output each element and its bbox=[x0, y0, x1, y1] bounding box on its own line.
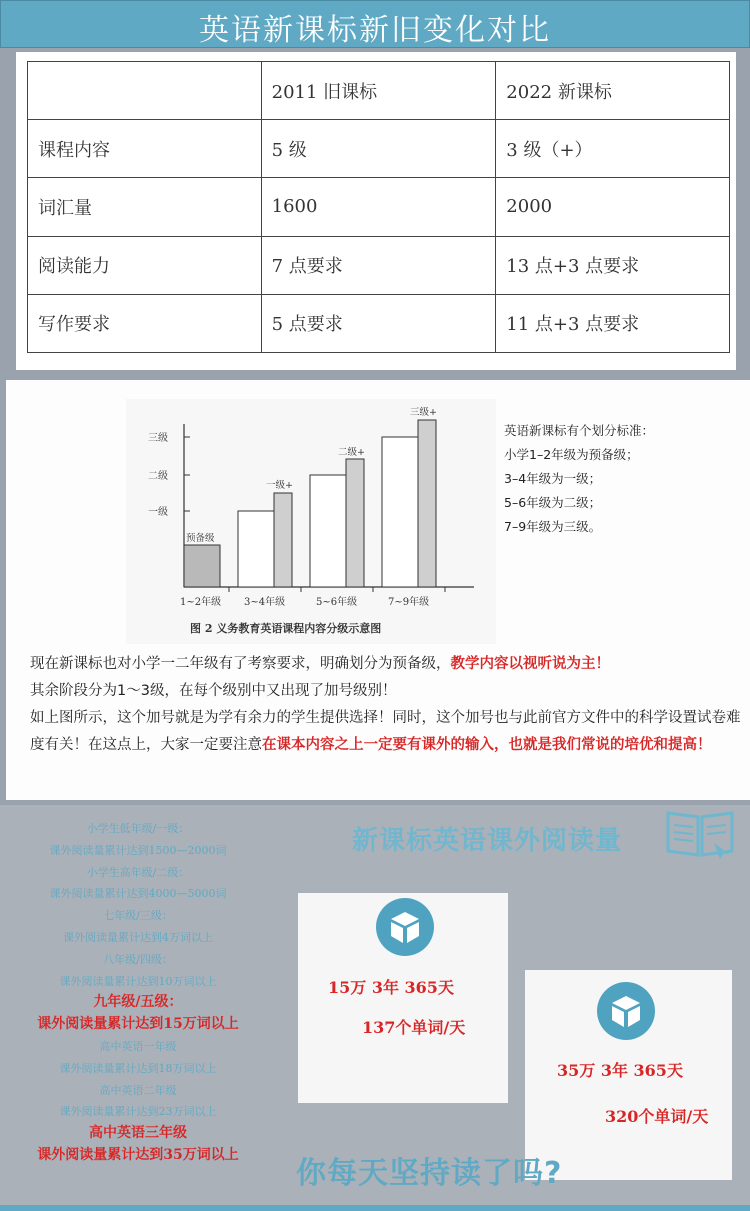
figure-caption: 图 2 义务教育英语课程内容分级示意图 bbox=[190, 622, 382, 635]
table-cell: 7 点要求 bbox=[261, 236, 496, 294]
paragraph-line: 其余阶段分为1～3级，在每个级别中又出现了加号级别！ bbox=[30, 683, 397, 699]
reading-level-line: 小学生高年级/二级： bbox=[86, 865, 190, 879]
paragraph-text: 如上图所示，这个加号就是为学有余力的学生提供选择！同时，这个加号也与此前官方文件中的科学设置试卷难度有关！在这点上，大家一定要注意 bbox=[30, 710, 741, 753]
table-cell: 课程内容 bbox=[28, 120, 262, 178]
bar-level3 bbox=[382, 437, 418, 587]
reading-level-line: 小学生低年级/一级： bbox=[86, 822, 190, 835]
table-header-row bbox=[28, 62, 730, 120]
card-per-day: 137个单词/天 bbox=[362, 1018, 466, 1037]
table-cell: 2000 bbox=[496, 178, 730, 236]
x-tick-label: 3~4年级 bbox=[244, 597, 286, 608]
reading-levels-list bbox=[22, 818, 254, 1167]
cube-icon bbox=[597, 982, 655, 1040]
bar-level1-plus bbox=[274, 493, 292, 587]
paragraph-line bbox=[30, 705, 745, 759]
reading-level-line: 课外阅读量累计达到23万词以上 bbox=[59, 1105, 217, 1119]
table-cell: 5 点要求 bbox=[261, 294, 496, 352]
x-tick-label: 5~6年级 bbox=[316, 597, 358, 608]
reading-level-line: 高中英语三年级 bbox=[89, 1125, 187, 1142]
paragraph-highlight: 教学内容以视听说为主！ bbox=[450, 656, 610, 672]
bar-preparatory bbox=[184, 545, 220, 587]
reading-level-line: 八年级/四级： bbox=[103, 952, 173, 966]
table-header-cell: 2022 新课标 bbox=[496, 62, 730, 120]
x-tick-label: 1~2年级 bbox=[180, 597, 222, 608]
table-row bbox=[28, 120, 730, 178]
table-cell: 11 点+3 点要求 bbox=[496, 294, 730, 352]
comparison-table bbox=[27, 61, 730, 353]
bar-label: 预备级 bbox=[186, 533, 215, 544]
level-figure bbox=[126, 399, 496, 644]
reading-card-junior bbox=[298, 893, 508, 1103]
level-figure-svg bbox=[126, 399, 496, 644]
reading-level-line: 课外阅读量累计达到35万词以上 bbox=[37, 1146, 239, 1163]
card-per-day: 320个单词/天 bbox=[605, 1107, 709, 1126]
reading-level-line: 七年级/三级： bbox=[103, 909, 173, 923]
paragraph-highlight: 在课本内容之上一定要有课外的输入，也就是我们常说的培优和提高！ bbox=[262, 737, 712, 753]
reading-level-line: 课外阅读量累计达到18万词以上 bbox=[59, 1061, 217, 1075]
table-header-cell bbox=[28, 62, 262, 120]
reading-level-line: 高中英语二年级 bbox=[99, 1083, 177, 1097]
table-row bbox=[28, 236, 730, 294]
reading-level-line: 九年级/五级： bbox=[93, 994, 183, 1011]
reading-level-line: 课外阅读量累计达到15万词以上 bbox=[37, 1016, 239, 1033]
explanation-paragraph bbox=[30, 651, 745, 759]
note-line: 7–9年级为三级。 bbox=[504, 519, 602, 534]
y-tick-label: 三级 bbox=[148, 433, 168, 444]
bar-level3-plus bbox=[418, 420, 436, 587]
bar-label: 三级+ bbox=[410, 407, 437, 418]
table-cell: 词汇量 bbox=[28, 178, 262, 236]
table-cell: 阅读能力 bbox=[28, 236, 262, 294]
bar-label: 一级+ bbox=[266, 480, 293, 491]
reading-level-line: 课外阅读量累计达到4万词以上 bbox=[63, 930, 213, 944]
note-line: 英语新课标有个划分标准： bbox=[504, 423, 655, 438]
paragraph-line bbox=[30, 651, 745, 678]
paragraph-text: 现在新课标也对小学一二年级有了考察要求，明确划分为预备级， bbox=[30, 656, 451, 672]
card-stats: 35万 3年 365天 bbox=[557, 1061, 683, 1080]
bar-label: 二级+ bbox=[338, 447, 365, 458]
book-icon bbox=[664, 805, 736, 861]
bottom-bar bbox=[0, 1205, 750, 1211]
table-cell: 3 级（+） bbox=[496, 120, 730, 178]
y-tick-label: 一级 bbox=[148, 507, 168, 518]
level-standard-note bbox=[504, 419, 724, 539]
comparison-section bbox=[16, 52, 736, 370]
y-tick-label: 二级 bbox=[148, 471, 168, 482]
reading-level-line: 高中英语一年级 bbox=[99, 1039, 177, 1053]
bar-level2-plus bbox=[346, 459, 364, 587]
bar-level1 bbox=[238, 511, 274, 587]
card-stats: 15万 3年 365天 bbox=[328, 978, 454, 997]
reading-level-line: 课外阅读量累计达到1500—2000词 bbox=[49, 843, 227, 857]
table-header-cell: 2011 旧课标 bbox=[261, 62, 496, 120]
table-row bbox=[28, 178, 730, 236]
bar-level2 bbox=[310, 475, 346, 587]
reading-level-line: 课外阅读量累计达到4000—5000词 bbox=[49, 887, 227, 901]
note-line: 3–4年级为一级； bbox=[504, 471, 602, 486]
page-title: 英语新课标新旧变化对比 bbox=[199, 13, 551, 48]
reading-level-line: 课外阅读量累计达到10万词以上 bbox=[59, 974, 217, 988]
closing-question: 你每天坚持读了吗? bbox=[296, 1156, 563, 1191]
note-line: 小学1–2年级为预备级； bbox=[504, 447, 639, 462]
x-tick-label: 7~9年级 bbox=[388, 597, 430, 608]
table-row bbox=[28, 294, 730, 352]
note-line: 5–6年级为二级； bbox=[504, 495, 602, 510]
table-cell: 写作要求 bbox=[28, 294, 262, 352]
reading-title: 新课标英语课外阅读量 bbox=[352, 826, 623, 856]
page-header bbox=[0, 0, 750, 48]
table-cell: 13 点+3 点要求 bbox=[496, 236, 730, 294]
table-cell: 5 级 bbox=[261, 120, 496, 178]
cube-icon bbox=[376, 898, 434, 956]
table-cell: 1600 bbox=[261, 178, 496, 236]
